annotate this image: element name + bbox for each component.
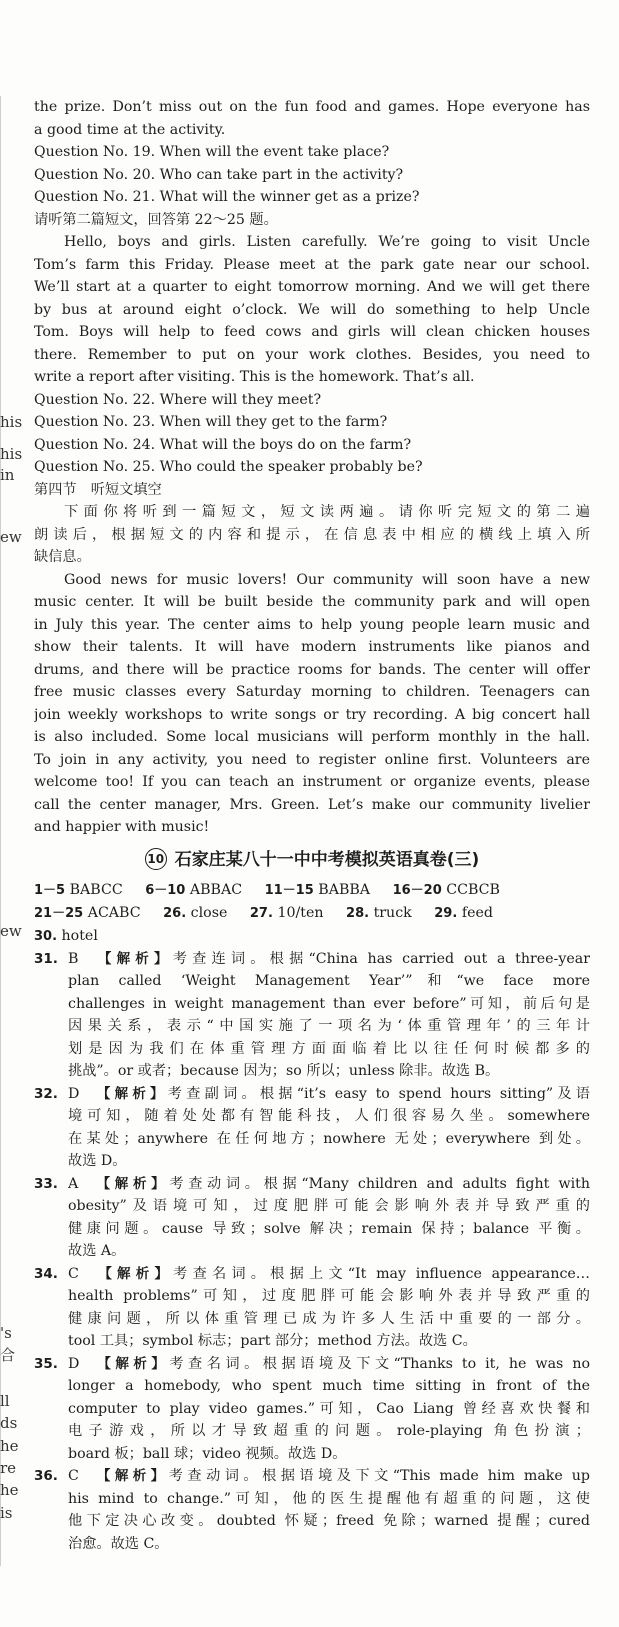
- answer-range-label: 11－15: [264, 882, 314, 898]
- analysis-item: [34, 1353, 590, 1466]
- answer-value: CCBCB: [446, 881, 500, 898]
- analysis-line: 在某处；anywhere 在任何地方；nowhere 无处；everywhere 到处。: [68, 1130, 590, 1147]
- answer-value: 10/ten: [277, 904, 324, 921]
- item-answer: A: [68, 1175, 79, 1192]
- passage-line: drums, and there will be practice rooms for bands. The center will offer: [34, 661, 590, 678]
- analysis-line: health problems”可知，过度肥胖可能会影响外表并导致严重的: [68, 1288, 590, 1304]
- analysis-text: 考查动词。根据“Many children and adults fight with: [169, 1175, 590, 1192]
- answer-row: [34, 879, 590, 902]
- passage-line: Tom. Boys will help to feed cows and girls will clean chicken houses: [34, 324, 590, 340]
- answer-value: BABCC: [69, 881, 123, 898]
- question-line: Question No. 24. What will the boys do on the farm?: [34, 436, 412, 453]
- answer-row: [34, 925, 590, 948]
- question-line: Question No. 25. Who could the speaker probably be?: [34, 459, 423, 475]
- passage-line: welcome too! If you can teach an instrument or organize events, please: [34, 774, 590, 790]
- analysis-tag: 【解析】: [98, 1265, 174, 1282]
- analysis-line: 故选 A。: [68, 1243, 126, 1259]
- passage-line: music center. It will be built beside the community park and will open: [34, 594, 590, 610]
- question-line: Question No. 19. When will the event take place?: [34, 144, 390, 160]
- analysis-line: 健康问题，所以体重管理已成为许多人生活中重要的一部分。: [68, 1310, 590, 1327]
- answer-range-label: 27.: [249, 905, 273, 921]
- instruction-line: 下面你将听到一篇短文，短文读两遍。请你听完短文的第二遍: [64, 504, 590, 520]
- margin-fragment: re: [0, 1459, 17, 1477]
- answer-range-label: 16－20: [392, 882, 442, 898]
- answer-row: [34, 902, 590, 925]
- exam-number-badge: 10: [145, 848, 167, 870]
- answer-value: BABBA: [318, 881, 371, 898]
- analysis-line: 因果关系，表示“中国实施了一项名为‘体重管理年’的三年计: [68, 1018, 590, 1034]
- passage-line: in July this year. The center aims to help young people learn music and: [34, 616, 590, 633]
- analysis-line: 电子游戏，所以才导致超重的问题。role-playing 角色扮演；: [68, 1423, 590, 1439]
- margin-fragment: his: [0, 445, 22, 463]
- margin-fragment: he: [0, 1481, 19, 1499]
- analysis-line: 挑战”。or 或者；because 因为；so 所以；unless 除非。故选 B。: [68, 1063, 500, 1079]
- passage-line: Tom’s farm this Friday. Please meet at the park gate near our school.: [34, 256, 590, 273]
- margin-fragment: his: [0, 413, 22, 431]
- answer-value: feed: [461, 904, 493, 921]
- analysis-text: 考查副词。根据“it’s easy to spend hours sitting”及语: [167, 1085, 590, 1102]
- answer-range-label: 30.: [34, 928, 58, 944]
- item-number: 36.: [34, 1468, 58, 1484]
- item-answer: D: [68, 1355, 80, 1372]
- section-heading: 第四节 听短文填空: [34, 481, 162, 498]
- item-answer: B: [68, 950, 79, 967]
- text-line: a good time at the activity.: [34, 121, 226, 138]
- passage-line: is also included. Some local musicians will perform monthly in the hall.: [34, 729, 590, 745]
- analysis-text: 考查动词。根据语境及下文“This made him make up: [168, 1468, 590, 1484]
- answer-range-label: 26.: [163, 905, 187, 921]
- item-number: 33.: [34, 1175, 58, 1192]
- item-number: 35.: [34, 1355, 58, 1372]
- answer-range-label: 28.: [346, 905, 370, 921]
- passage-line: free music classes every Saturday morning to children. Teenagers can: [34, 684, 590, 700]
- passage-line: Hello, boys and girls. Listen carefully. We’re going to visit Uncle: [64, 234, 590, 250]
- question-line: Question No. 20. Who can take part in the activity?: [34, 166, 404, 183]
- item-number: 32.: [34, 1085, 58, 1102]
- analysis-line: 健康问题。cause 导致；solve 解决；remain 保持；balance 平衡。: [68, 1220, 590, 1237]
- item-answer: C: [68, 1468, 79, 1484]
- analysis-line: plan called ‘Weight Management Year’”和“we face more: [68, 973, 590, 989]
- analysis-tag: 【解析】: [96, 1468, 169, 1484]
- item-number: 34.: [34, 1265, 58, 1282]
- answer-value: close: [190, 904, 228, 921]
- analysis-line: board 板；ball 球；video 视频。故选 D。: [68, 1445, 347, 1462]
- exam-title: [34, 845, 590, 875]
- analysis-line: 境可知，随着处处都有智能科技，人们很容易久坐。somewhere: [68, 1108, 590, 1124]
- instruction-line: 缺信息。: [34, 549, 91, 565]
- analysis-item: [34, 948, 590, 1083]
- answer-range-label: 1－5: [34, 882, 66, 898]
- question-line: Question No. 23. When will they get to the farm?: [34, 414, 388, 430]
- passage-line: there. Remember to put on your work clothes. Besides, you need to: [34, 346, 590, 363]
- analysis-line: 治愈。故选 C。: [68, 1535, 169, 1552]
- passage-line: Good news for music lovers! Our community will soon have a new: [64, 571, 590, 588]
- margin-fragment: ew: [0, 528, 22, 546]
- analysis-item: [34, 1173, 590, 1263]
- analysis-tag: 【解析】: [97, 950, 173, 967]
- item-number: 31.: [34, 950, 58, 967]
- exam-title-text: 石家庄某八十一中中考模拟英语真卷(三): [174, 849, 480, 870]
- analysis-text: 考查连词。根据“China has carried out a three-year: [172, 950, 590, 967]
- passage-line: write a report after visiting. This is the homework. That’s all.: [34, 369, 475, 385]
- analysis-line: computer to play video games.”可知，Cao Liang 曾经喜欢快餐和: [68, 1400, 590, 1417]
- margin-fragment: in: [0, 466, 15, 484]
- passage-instruction: 请听第二篇短文，回答第 22～25 题。: [34, 211, 278, 228]
- analysis-line: tool 工具；symbol 标志；part 部分；method 方法。故选 C。: [68, 1333, 477, 1349]
- question-line: Question No. 22. Where will they meet?: [34, 391, 322, 408]
- analysis-tag: 【解析】: [96, 1085, 168, 1102]
- item-answer: C: [68, 1265, 79, 1282]
- passage-line: by bus at around eight o’clock. We will do something to help Uncle: [34, 301, 590, 318]
- passage-line: show their talents. It will have modern instruments like pianos and: [34, 639, 590, 655]
- passage-line: To join in any activity, you need to register online first. Volunteers are: [34, 751, 590, 768]
- instruction-line: 朗读后，根据短文的内容和提示，在信息表中相应的横线上填入所: [34, 526, 590, 543]
- analysis-text: 考查名词。根据上文“It may influence appearance…: [173, 1265, 590, 1282]
- analysis-line: longer a homebody, who spent much time sitting in front of the: [68, 1378, 590, 1394]
- analysis-item: [34, 1263, 590, 1353]
- answer-range-label: 29.: [434, 905, 458, 921]
- margin-fragment: ll: [0, 1392, 10, 1410]
- margin-fragment: is: [0, 1504, 13, 1522]
- margin-fragment: he: [0, 1437, 19, 1455]
- answer-value: truck: [373, 904, 412, 921]
- analysis-line: challenges in weight management than ever before”可知，前后句是: [68, 995, 590, 1012]
- analysis-line: 故选 D。: [68, 1153, 127, 1169]
- text-line: the prize. Don’t miss out on the fun food and games. Hope everyone has: [34, 99, 590, 115]
- item-answer: D: [68, 1085, 80, 1102]
- analysis-line: his mind to change.”可知，他的医生提醒他有超重的问题，这使: [68, 1490, 590, 1507]
- answer-range-label: 21－25: [34, 905, 84, 921]
- answer-value: ABBAC: [189, 881, 243, 898]
- analysis-tag: 【解析】: [97, 1355, 170, 1372]
- question-line: Question No. 21. What will the winner get as a prize?: [34, 189, 420, 205]
- margin-fragment: 合: [0, 1346, 16, 1364]
- analysis-line: 划是因为我们在体重管理方面面临着比以往任何时候都多的: [68, 1040, 590, 1057]
- analysis-item: [34, 1083, 590, 1173]
- analysis-line: 他下定决心改变。doubted 怀疑；freed 免除；warned 提醒；cured: [68, 1513, 590, 1529]
- margin-fragment: ew: [0, 922, 22, 940]
- answer-value: ACABC: [87, 904, 141, 921]
- answer-range-label: 6－10: [145, 882, 186, 898]
- passage-line: We’ll start at a quarter to eight tomorrow morning. And we will get there: [34, 279, 590, 295]
- passage-line: call the center manager, Mrs. Green. Let’s make our community livelier: [34, 796, 590, 813]
- margin-fragment: ds: [0, 1414, 18, 1432]
- analysis-text: 考查名词。根据语境及下文“Thanks to it, he was no: [169, 1355, 590, 1372]
- analysis-item: [34, 1465, 590, 1555]
- analysis-tag: 【解析】: [96, 1175, 170, 1192]
- analysis-line: obesity”及语境可知，过度肥胖可能会影响外表并导致严重的: [68, 1198, 590, 1214]
- margin-fragment: 's: [0, 1324, 12, 1342]
- passage-line: join weekly workshops to write songs or try recording. A big concert hall: [34, 706, 590, 723]
- passage-line: and happier with music!: [34, 819, 210, 835]
- page-content: [34, 96, 590, 1555]
- answer-value: hotel: [61, 927, 98, 944]
